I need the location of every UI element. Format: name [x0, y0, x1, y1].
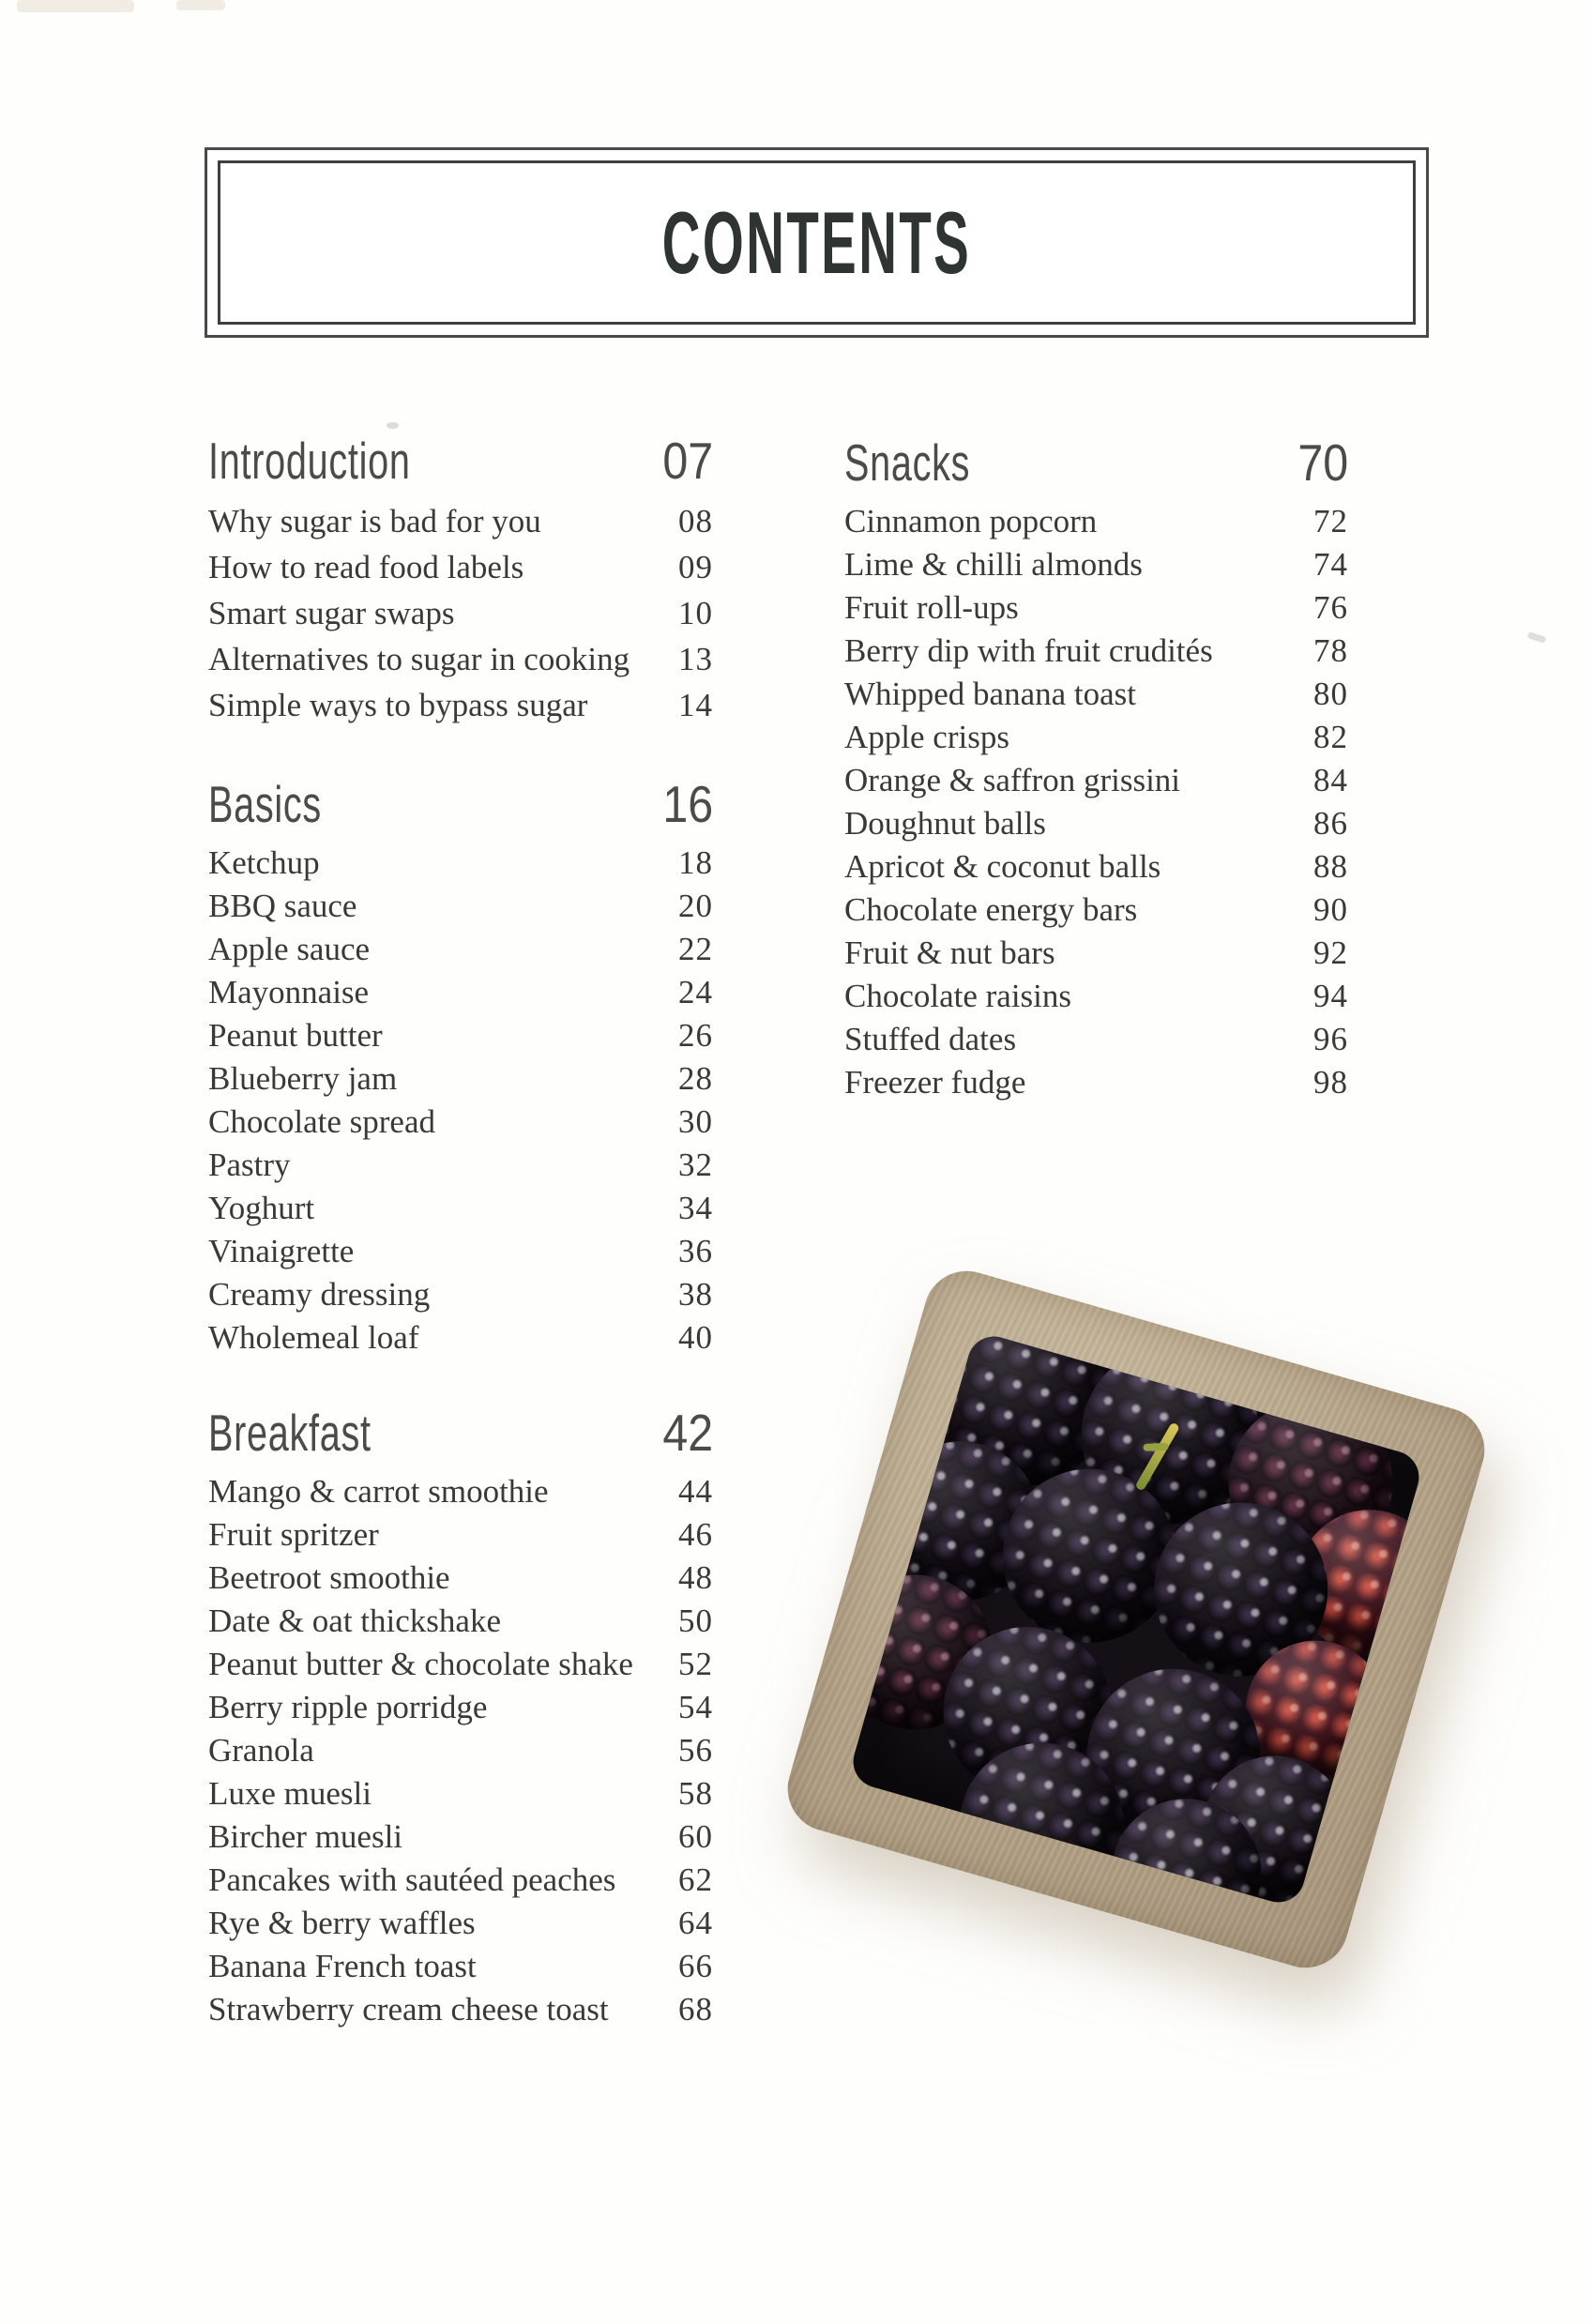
toc-entry-page: 58 — [678, 1775, 713, 1812]
toc-entry-label: Chocolate spread — [208, 1103, 435, 1140]
toc-row — [208, 1729, 713, 1772]
toc-section-snacks — [844, 433, 1348, 1104]
toc-row — [844, 759, 1348, 802]
toc-entry-label: Pancakes with sautéed peaches — [208, 1861, 616, 1898]
section-page-number: 16 — [662, 775, 713, 833]
toc-row — [208, 1316, 713, 1359]
toc-entry-page: 44 — [678, 1473, 713, 1510]
toc-entry-label: Wholemeal loaf — [208, 1319, 419, 1356]
toc-entry-label: Apple crisps — [844, 719, 1009, 755]
toc-entry-label: Simple ways to bypass sugar — [208, 687, 588, 723]
toc-entry-label: Ketchup — [208, 844, 320, 881]
toc-entry-page: 66 — [678, 1948, 713, 1984]
toc-entry-page: 82 — [1313, 719, 1348, 755]
toc-entry-page: 48 — [678, 1559, 713, 1596]
toc-entry-label: Mango & carrot smoothie — [208, 1473, 549, 1510]
section-header — [208, 432, 713, 490]
toc-entry-page: 90 — [1313, 891, 1348, 928]
section-title: Introduction — [208, 432, 411, 490]
toc-row — [208, 1144, 713, 1187]
toc-row — [844, 630, 1348, 673]
toc-entry-label: Date & oat thickshake — [208, 1602, 501, 1639]
toc-entry-label: Creamy dressing — [208, 1276, 431, 1313]
toc-entry-page: 20 — [678, 888, 713, 924]
toc-entry-page: 60 — [678, 1818, 713, 1855]
section-title: Snacks — [844, 433, 971, 492]
toc-entry-label: Orange & saffron grissini — [844, 762, 1181, 798]
toc-entry-label: Apple sauce — [208, 931, 371, 967]
toc-entry-page: 28 — [678, 1060, 713, 1097]
toc-entry-page: 98 — [1313, 1064, 1348, 1101]
toc-entry-label: Rye & berry waffles — [208, 1905, 476, 1941]
section-items — [208, 1470, 713, 2031]
toc-row — [208, 1815, 713, 1859]
toc-row — [844, 932, 1348, 975]
toc-entry-label: Peanut butter & chocolate shake — [208, 1646, 633, 1682]
toc-section-breakfast — [208, 1404, 713, 2031]
toc-row — [208, 1686, 713, 1729]
section-title: Breakfast — [208, 1404, 372, 1462]
toc-entry-page: 76 — [1313, 589, 1348, 626]
toc-entry-page: 32 — [678, 1147, 713, 1183]
toc-row — [208, 1557, 713, 1600]
toc-entry-page: 09 — [678, 549, 713, 585]
toc-row — [844, 975, 1348, 1018]
toc-row — [208, 590, 713, 636]
toc-entry-label: Cinnamon popcorn — [844, 503, 1098, 539]
toc-row — [844, 889, 1348, 932]
toc-entry-label: Alternatives to sugar in cooking — [208, 641, 630, 677]
toc-row — [208, 1600, 713, 1643]
toc-row — [844, 586, 1348, 630]
toc-row — [208, 1057, 713, 1101]
section-title: Basics — [208, 775, 322, 833]
scan-speck — [1526, 631, 1546, 644]
toc-entry-label: Why sugar is bad for you — [208, 503, 541, 539]
toc-entry-label: Blueberry jam — [208, 1060, 398, 1097]
toc-entry-page: 74 — [1313, 546, 1348, 583]
toc-row — [208, 971, 713, 1014]
toc-entry-label: Mayonnaise — [208, 974, 370, 1010]
toc-entry-page: 46 — [678, 1516, 713, 1553]
toc-row — [844, 1018, 1348, 1061]
toc-row — [208, 1772, 713, 1815]
section-items — [844, 500, 1348, 1104]
toc-entry-page: 34 — [678, 1190, 713, 1226]
toc-entry-label: Berry dip with fruit crudités — [844, 632, 1213, 669]
toc-entry-page: 22 — [678, 931, 713, 967]
toc-entry-label: How to read food labels — [208, 549, 524, 585]
toc-entry-label: Pastry — [208, 1147, 291, 1183]
toc-entry-page: 94 — [1313, 978, 1348, 1014]
toc-entry-page: 50 — [678, 1602, 713, 1639]
toc-entry-label: Stuffed dates — [844, 1021, 1017, 1057]
toc-row — [208, 1101, 713, 1144]
toc-entry-label: Luxe muesli — [208, 1775, 372, 1812]
toc-row — [208, 544, 713, 590]
toc-entry-page: 08 — [678, 503, 713, 539]
toc-entry-page: 86 — [1313, 805, 1348, 842]
toc-entry-label: Whipped banana toast — [844, 676, 1137, 712]
punnet-interior — [847, 1330, 1425, 1908]
toc-entry-label: Apricot & coconut balls — [844, 848, 1161, 885]
toc-row — [208, 1230, 713, 1273]
section-header — [208, 775, 713, 833]
toc-entry-label: Berry ripple porridge — [208, 1689, 488, 1725]
toc-row — [208, 1470, 713, 1513]
section-header — [844, 433, 1348, 492]
toc-entry-page: 30 — [678, 1103, 713, 1140]
toc-entry-page: 96 — [1313, 1021, 1348, 1057]
toc-row — [208, 636, 713, 682]
toc-entry-label: BBQ sauce — [208, 888, 357, 924]
toc-entry-label: Smart sugar swaps — [208, 595, 455, 631]
toc-entry-page: 13 — [678, 641, 713, 677]
toc-row — [208, 1859, 713, 1902]
toc-entry-page: 84 — [1313, 762, 1348, 798]
toc-entry-page: 36 — [678, 1233, 713, 1269]
section-header — [208, 1404, 713, 1462]
toc-entry-label: Fruit spritzer — [208, 1516, 379, 1553]
toc-entry-label: Bircher muesli — [208, 1818, 403, 1855]
toc-row — [208, 1643, 713, 1686]
toc-entry-page: 18 — [678, 844, 713, 881]
toc-row — [844, 500, 1348, 543]
photo-blackberry-punnet — [778, 1261, 1494, 1978]
toc-row — [208, 1273, 713, 1316]
toc-row — [844, 716, 1348, 759]
toc-entry-label: Freezer fudge — [844, 1064, 1026, 1101]
toc-row — [844, 673, 1348, 716]
section-items — [208, 498, 713, 728]
toc-row — [844, 1061, 1348, 1104]
toc-entry-page: 92 — [1313, 934, 1348, 971]
toc-entry-page: 56 — [678, 1732, 713, 1769]
toc-entry-page: 64 — [678, 1905, 713, 1941]
toc-row — [208, 1902, 713, 1945]
section-page-number: 07 — [662, 432, 713, 490]
toc-row — [208, 1945, 713, 1988]
toc-entry-page: 14 — [678, 687, 713, 723]
toc-entry-label: Fruit & nut bars — [844, 934, 1055, 971]
toc-entry-label: Banana French toast — [208, 1948, 477, 1984]
toc-entry-page: 24 — [678, 974, 713, 1010]
toc-entry-label: Fruit roll-ups — [844, 589, 1019, 626]
toc-row — [208, 1513, 713, 1557]
toc-entry-page: 68 — [678, 1991, 713, 2028]
toc-row — [844, 845, 1348, 889]
toc-entry-page: 72 — [1313, 503, 1348, 539]
toc-entry-page: 10 — [678, 595, 713, 631]
toc-row — [844, 802, 1348, 845]
toc-entry-page: 78 — [1313, 632, 1348, 669]
toc-entry-page: 40 — [678, 1319, 713, 1356]
scan-smudge — [17, 0, 134, 12]
toc-entry-label: Yoghurt — [208, 1190, 315, 1226]
section-page-number: 42 — [662, 1404, 713, 1462]
toc-entry-label: Beetroot smoothie — [208, 1559, 450, 1596]
toc-row — [208, 885, 713, 928]
page-title: CONTENTS — [661, 192, 972, 292]
toc-entry-page: 80 — [1313, 676, 1348, 712]
toc-entry-page: 52 — [678, 1646, 713, 1682]
toc-row — [208, 842, 713, 885]
toc-row — [208, 928, 713, 971]
section-items — [208, 842, 713, 1359]
toc-entry-page: 54 — [678, 1689, 713, 1725]
toc-row — [208, 1014, 713, 1057]
toc-row — [844, 543, 1348, 586]
toc-column-right — [844, 0, 1348, 1104]
toc-section-basics — [208, 775, 713, 1359]
toc-row — [208, 498, 713, 544]
toc-entry-label: Lime & chilli almonds — [844, 546, 1143, 583]
toc-entry-label: Vinaigrette — [208, 1233, 355, 1269]
toc-entry-page: 38 — [678, 1276, 713, 1313]
toc-entry-page: 62 — [678, 1861, 713, 1898]
toc-entry-label: Peanut butter — [208, 1017, 383, 1054]
toc-entry-label: Granola — [208, 1732, 314, 1769]
toc-row — [208, 682, 713, 728]
toc-row — [208, 1187, 713, 1230]
toc-entry-label: Doughnut balls — [844, 805, 1046, 842]
toc-row — [208, 1988, 713, 2031]
toc-entry-page: 26 — [678, 1017, 713, 1054]
toc-entry-label: Chocolate energy bars — [844, 891, 1138, 928]
toc-entry-label: Chocolate raisins — [844, 978, 1072, 1014]
toc-entry-page: 88 — [1313, 848, 1348, 885]
toc-column-left — [208, 0, 713, 2031]
toc-entry-label: Strawberry cream cheese toast — [208, 1991, 609, 2028]
toc-section-introduction — [208, 432, 713, 728]
section-page-number: 70 — [1297, 433, 1348, 492]
